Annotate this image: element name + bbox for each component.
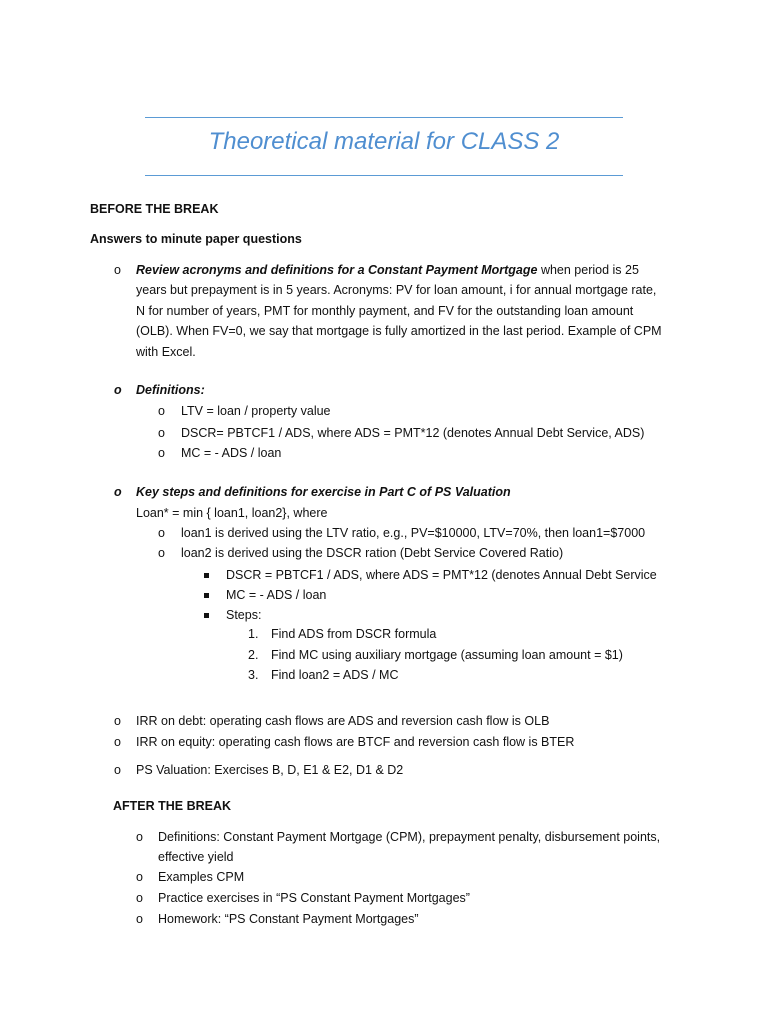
- after-break-item: Practice exercises in “PS Constant Payment Mortgages”: [158, 891, 470, 905]
- bullet-marker: o: [114, 735, 121, 749]
- key-step-item: loan1 is derived using the LTV ratio, e.g., PV=$10000, LTV=70%, then loan1=$7000: [181, 526, 646, 540]
- after-break-item: Homework: “PS Constant Payment Mortgages”: [158, 912, 419, 926]
- bullet-marker: o: [158, 526, 165, 540]
- bullet-marker: o: [114, 485, 122, 499]
- definitions-heading: Definitions:: [136, 383, 205, 397]
- review-paragraph: [136, 260, 668, 362]
- bullet-marker: o: [136, 830, 143, 844]
- bullet-marker: o: [158, 404, 165, 418]
- bullet-marker: o: [136, 870, 143, 884]
- page-title: Theoretical material for CLASS 2: [208, 128, 560, 155]
- irr-item: IRR on debt: operating cash flows are ADS and reversion cash flow is OLB: [136, 714, 550, 728]
- minute-paper-heading: Answers to minute paper questions: [90, 232, 302, 246]
- key-steps-heading: Key steps and definitions for exercise in Part C of PS Valuation: [136, 485, 511, 499]
- bullet-marker: o: [114, 383, 122, 397]
- title-rule-top: [145, 117, 623, 118]
- definition-item: MC = - ADS / loan: [181, 446, 282, 460]
- step-number: 1.: [248, 627, 259, 641]
- square-bullet: [204, 593, 209, 598]
- bullet-marker: o: [114, 263, 121, 277]
- irr-item: IRR on equity: operating cash flows are BTCF and reversion cash flow is BTER: [136, 735, 575, 749]
- ps-valuation-item: PS Valuation: Exercises B, D, E1 & E2, D1 & D2: [136, 763, 404, 777]
- title-rule-bottom: [145, 175, 623, 176]
- sub-item: DSCR = PBTCF1 / ADS, where ADS = PMT*12 (denotes Annual Debt Service: [226, 568, 657, 582]
- step-item: Find loan2 = ADS / MC: [271, 668, 399, 682]
- definition-item: DSCR= PBTCF1 / ADS, where ADS = PMT*12 (denotes Annual Debt Service, ADS): [181, 426, 645, 440]
- loan-formula: Loan* = min { loan1, loan2}, where: [136, 506, 328, 520]
- bullet-marker: o: [114, 714, 121, 728]
- key-step-item: loan2 is derived using the DSCR ration (Debt Service Covered Ratio): [181, 546, 564, 560]
- after-break-item: Definitions: Constant Payment Mortgage (CPM), prepayment penalty, disbursement points, effective yield: [158, 830, 661, 865]
- after-break-heading: AFTER THE BREAK: [113, 799, 232, 813]
- after-break-item: Examples CPM: [158, 870, 245, 884]
- bullet-marker: o: [158, 426, 165, 440]
- square-bullet: [204, 613, 209, 618]
- step-item: Find ADS from DSCR formula: [271, 627, 437, 641]
- bullet-marker: o: [136, 912, 143, 926]
- sub-item: MC = - ADS / loan: [226, 588, 327, 602]
- before-break-heading: BEFORE THE BREAK: [90, 202, 219, 216]
- definition-item: LTV = loan / property value: [181, 404, 331, 418]
- square-bullet: [204, 573, 209, 578]
- bullet-marker: o: [114, 763, 121, 777]
- review-text: when period is 25 years but prepayment is in 5 years. Acronyms: PV for loan amount, i for annual mortgage rate, N for number of years, PMT for monthly payment, and FV for the outstanding loan amount (OLB). When FV=0, we say that mortgage is fully amortized in the last period. Example of CPM with Excel.: [136, 263, 662, 359]
- bullet-marker: o: [136, 891, 143, 905]
- bullet-marker: o: [158, 546, 165, 560]
- step-item: Find MC using auxiliary mortgage (assuming loan amount = $1): [271, 648, 623, 662]
- bullet-marker: o: [158, 446, 165, 460]
- step-number: 2.: [248, 648, 259, 662]
- review-bold-text: Review acronyms and definitions for a Constant Payment Mortgage: [136, 263, 538, 277]
- sub-item: Steps:: [226, 608, 262, 622]
- step-number: 3.: [248, 668, 259, 682]
